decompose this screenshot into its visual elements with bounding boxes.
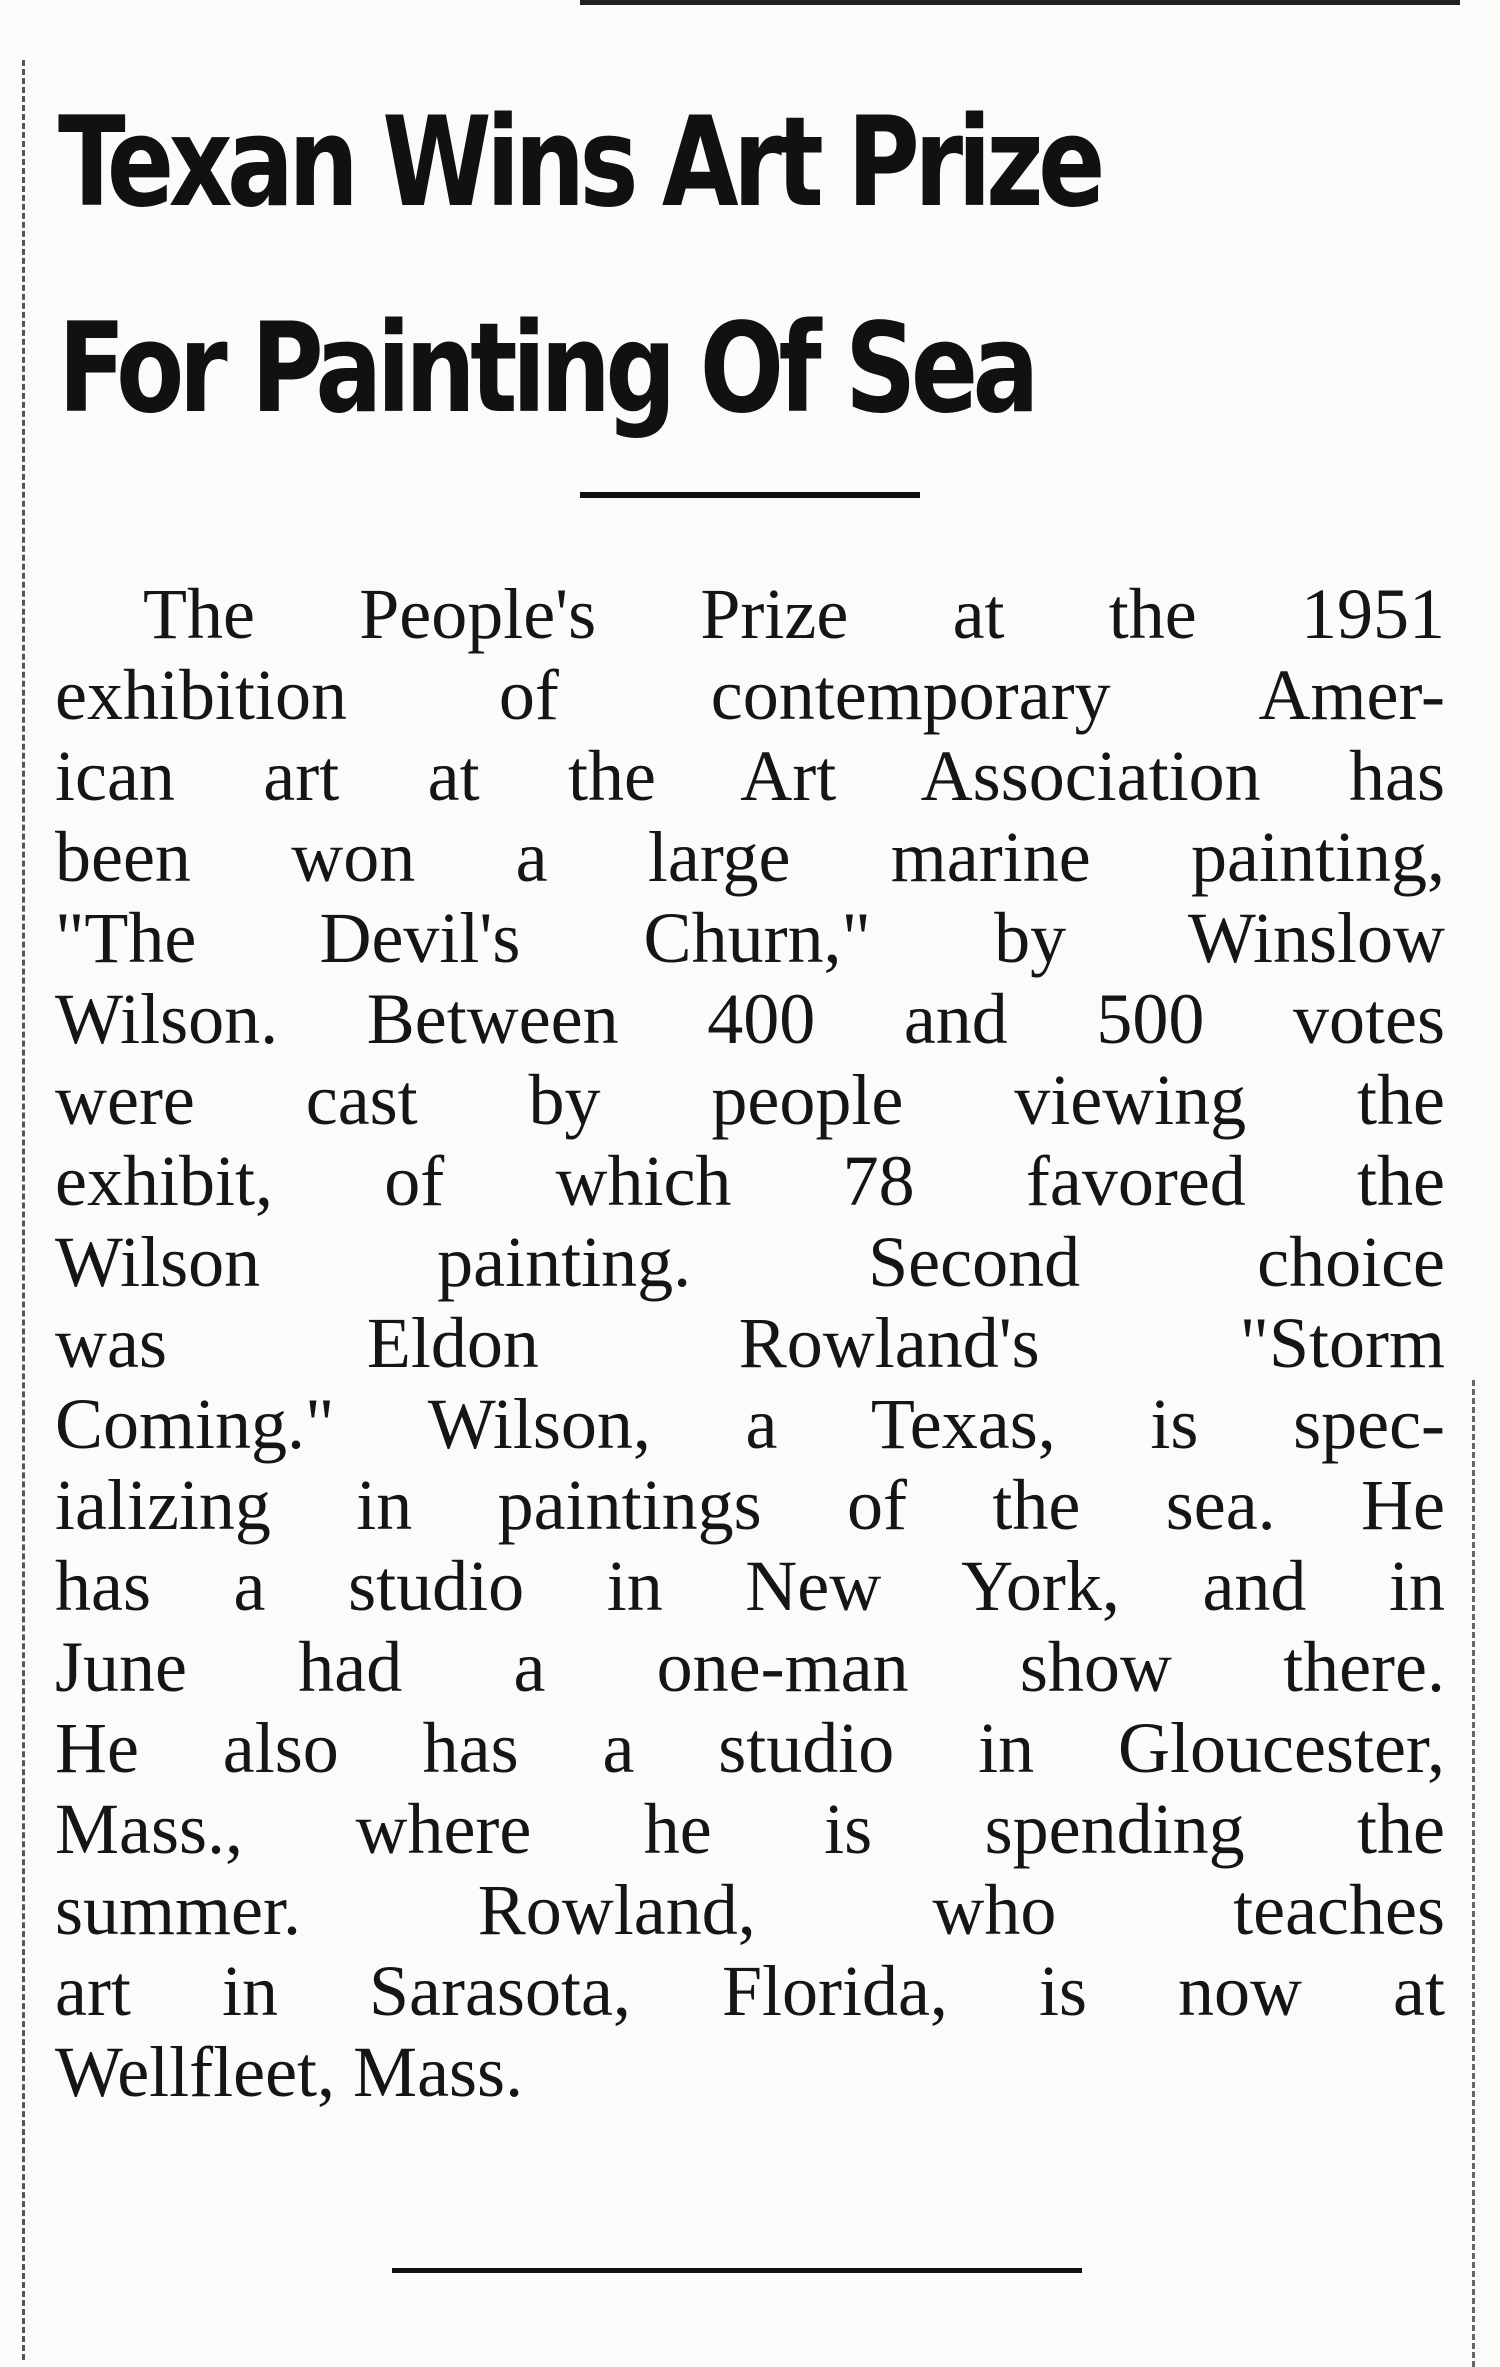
body-line-19: Wellfleet, Mass. [55,2032,524,2112]
headline [58,60,1098,472]
body-line-9: Wilson painting. Second choice [55,1222,1445,1302]
body-line-13: has a studio in New York, and in [55,1546,1445,1626]
body-line-5: "The Devil's Churn," by Winslow [55,898,1445,978]
body-line-10: was Eldon Rowland's "Storm [55,1303,1445,1383]
body-line-4: been won a large marine painting, [55,817,1445,897]
headline-line-2: For Painting Of Sea [58,297,1034,441]
article-body [55,574,1445,2113]
body-line-8: exhibit, of which 78 favored the [55,1141,1445,1221]
body-line-3: ican art at the Art Association has [55,736,1445,816]
body-line-17: summer. Rowland, who teaches [55,1870,1445,1950]
headline-divider [580,492,920,498]
body-line-6: Wilson. Between 400 and 500 votes [55,979,1445,1059]
body-line-2: exhibition of contemporary Amer- [55,655,1445,735]
body-line-15: He also has a studio in Gloucester, [55,1708,1445,1788]
body-line-1: The People's Prize at the 1951 [143,574,1445,654]
body-line-11: Coming." Wilson, a Texas, is spec- [55,1384,1445,1464]
headline-line-1: Texan Wins Art Prize [58,91,1100,235]
body-line-18: art in Sarasota, Florida, is now at [55,1951,1445,2031]
body-line-7: were cast by people viewing the [55,1060,1445,1140]
top-border-rule [580,0,1460,5]
body-line-16: Mass., where he is spending the [55,1789,1445,1869]
bottom-divider [392,2268,1082,2273]
body-line-12: ializing in paintings of the sea. He [55,1465,1445,1545]
right-column-rule [1472,1380,1475,2367]
left-column-rule [22,60,25,2360]
body-line-14: June had a one-man show there. [55,1627,1445,1707]
